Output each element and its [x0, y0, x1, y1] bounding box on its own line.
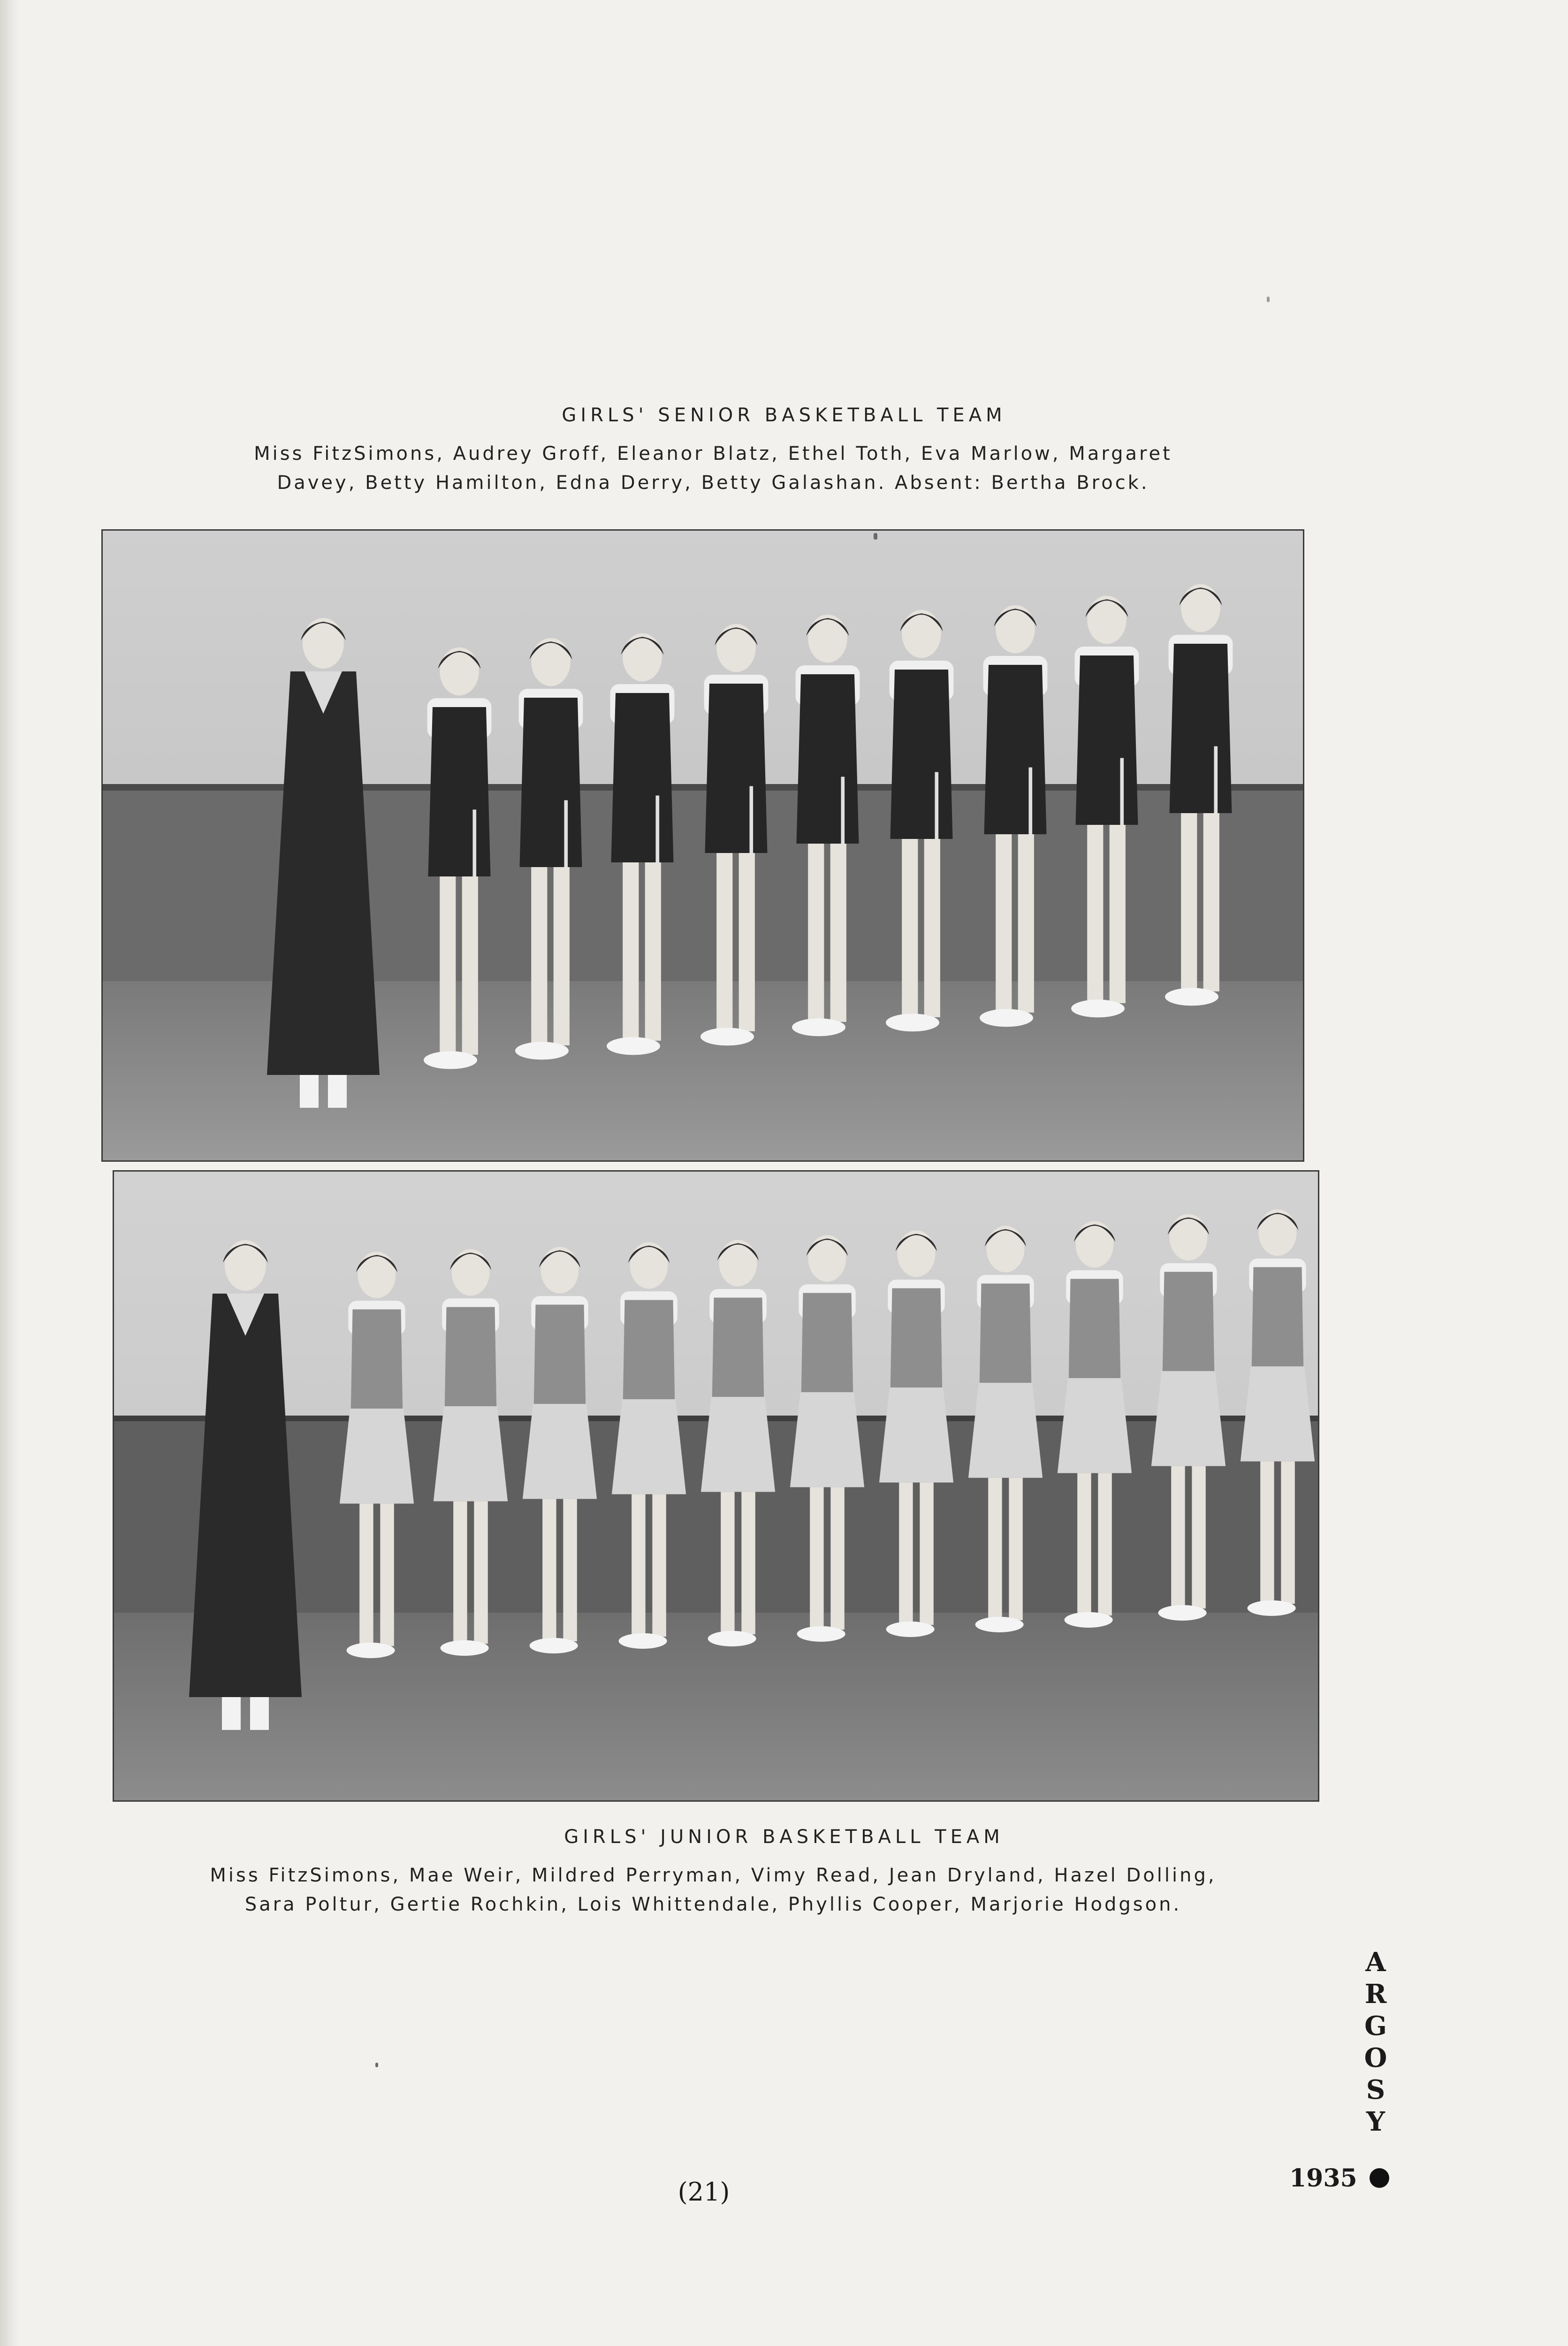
junior-team-names-line-1: Miss FitzSimons, Mae Weir, Mildred Perryman, Vimy Read, Jean Dryland, Hazel Dolling, — [210, 1865, 1217, 1886]
senior-team-names-line-2: Davey, Betty Hamilton, Edna Derry, Betty Galashan. Absent: Bertha Brock. — [277, 472, 1149, 494]
senior-team-photo — [101, 529, 1304, 1162]
senior-team-title: GIRLS' SENIOR BASKETBALL TEAM — [562, 404, 1006, 426]
junior-team-photo — [113, 1170, 1319, 1802]
argosy-letter: S — [1366, 2074, 1385, 2105]
senior-team-names-line-1: Miss FitzSimons, Audrey Groff, Eleanor Blatz, Ethel Toth, Eva Marlow, Margaret — [254, 443, 1172, 465]
scan-speck — [874, 533, 877, 540]
argosy-letter: R — [1364, 1979, 1387, 2010]
page-number: (21) — [677, 2177, 730, 2207]
junior-team-names — [94, 1861, 1332, 1919]
argosy-letter: Y — [1366, 2106, 1385, 2137]
argosy-vertical-title — [1361, 1946, 1391, 2138]
argosy-letter: O — [1364, 2042, 1387, 2073]
junior-team-names-line-2: Sara Poltur, Gertie Rochkin, Lois Whittendale, Phyllis Cooper, Marjorie Hodgson. — [244, 1894, 1182, 1915]
scan-speck — [1267, 297, 1270, 302]
junior-team-title: GIRLS' JUNIOR BASKETBALL TEAM — [564, 1826, 1004, 1848]
argosy-letter: A — [1365, 1947, 1386, 1978]
argosy-letter: G — [1364, 2011, 1387, 2041]
scan-edge — [0, 0, 20, 2346]
scan-speck — [375, 2063, 378, 2067]
senior-team-names — [94, 439, 1332, 497]
year-label: 1935 — [1289, 2163, 1357, 2193]
